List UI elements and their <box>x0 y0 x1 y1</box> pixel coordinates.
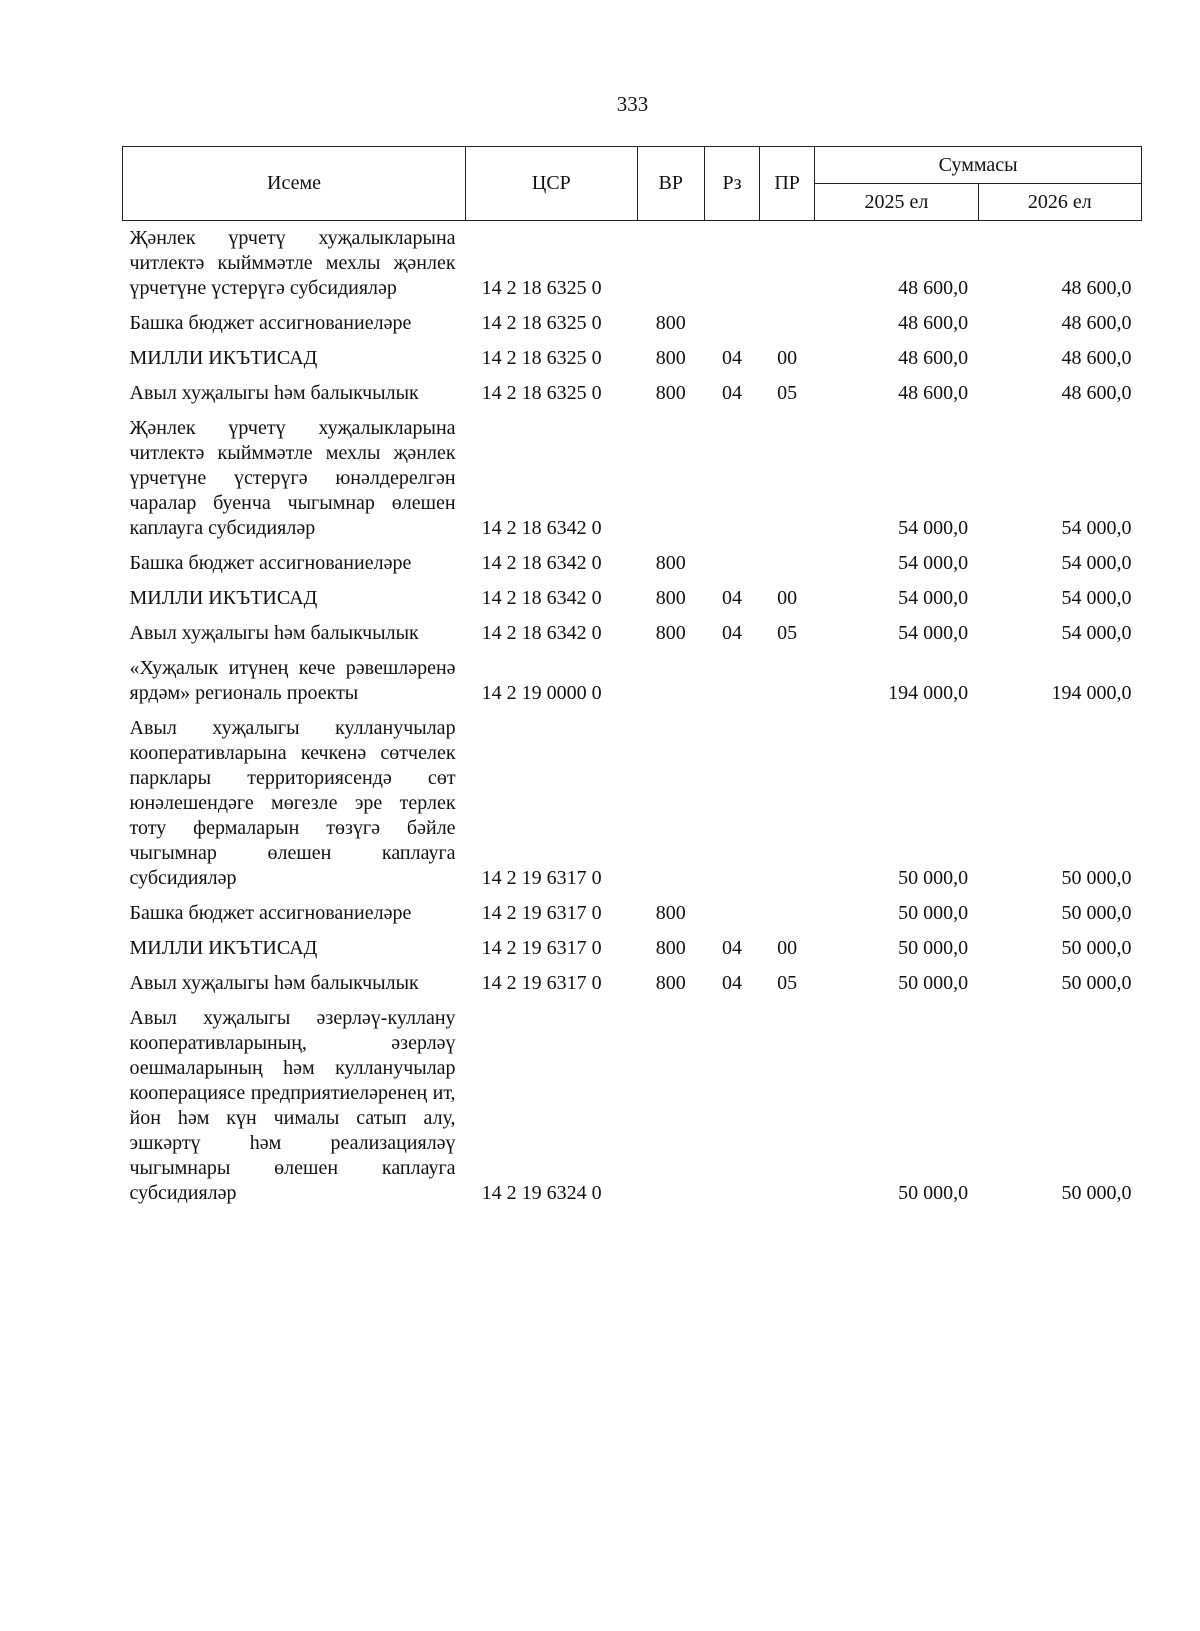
cell-s2025: 50 000,0 <box>898 902 969 924</box>
cell-pr: 05 <box>777 382 798 404</box>
table-row <box>123 931 1142 966</box>
cell-s2025: 50 000,0 <box>898 867 969 889</box>
cell-pr <box>760 306 815 341</box>
cell-rz <box>704 1001 759 1211</box>
cell-s2025: 54 000,0 <box>898 622 969 644</box>
cell-name: Башка бюджет ассигнованиеләре <box>129 312 412 334</box>
cell-name: Авыл хуҗалыгы әзерләү-куллану кооперативларының, әзерләү оешмаларының һәм кулланучылар кооперациясе предприятиеләренең ит, йон һәм күн чималы сатып алу, эшкәртү һәм реализацияләү чыгымнары өлешен каплауга субсидияләр <box>129 1007 456 1204</box>
cell-vr: 800 <box>655 552 686 574</box>
cell-vr: 800 <box>655 347 686 369</box>
cell-s2026: 194 000,0 <box>1051 682 1132 704</box>
cell-vr <box>637 221 704 307</box>
cell-pr: 05 <box>777 622 798 644</box>
table-row <box>123 546 1142 581</box>
cell-pr: 00 <box>777 347 798 369</box>
header-year-2025: 2025 ел <box>815 184 978 221</box>
table-row <box>123 711 1142 896</box>
cell-name: МИЛЛИ ИКЪТИСАД <box>129 347 318 369</box>
cell-pr <box>760 546 815 581</box>
cell-s2025: 54 000,0 <box>898 552 969 574</box>
cell-rz <box>704 896 759 931</box>
cell-s2026: 48 600,0 <box>1061 382 1132 404</box>
cell-vr <box>637 1001 704 1211</box>
cell-pr: 00 <box>777 937 798 959</box>
cell-pr <box>760 896 815 931</box>
cell-csr: 14 2 19 6317 0 <box>481 972 602 994</box>
cell-s2025: 50 000,0 <box>898 937 969 959</box>
cell-s2026: 48 600,0 <box>1061 277 1132 299</box>
cell-pr <box>760 651 815 711</box>
cell-pr <box>760 221 815 307</box>
cell-s2026: 50 000,0 <box>1061 1182 1132 1204</box>
table-row <box>123 306 1142 341</box>
cell-csr: 14 2 18 6342 0 <box>481 587 602 609</box>
cell-csr: 14 2 18 6325 0 <box>481 312 602 334</box>
cell-s2025: 48 600,0 <box>898 347 969 369</box>
cell-s2025: 54 000,0 <box>898 517 969 539</box>
cell-s2026: 54 000,0 <box>1061 587 1132 609</box>
cell-rz <box>704 221 759 307</box>
cell-vr: 800 <box>655 587 686 609</box>
cell-s2026: 50 000,0 <box>1061 937 1132 959</box>
cell-vr: 800 <box>655 622 686 644</box>
cell-vr <box>637 651 704 711</box>
cell-rz: 04 <box>722 937 743 959</box>
cell-name: МИЛЛИ ИКЪТИСАД <box>129 937 318 959</box>
cell-name: Башка бюджет ассигнованиеләре <box>129 552 412 574</box>
page-number: 333 <box>616 92 649 116</box>
cell-vr: 800 <box>655 382 686 404</box>
cell-pr: 05 <box>777 972 798 994</box>
cell-pr: 00 <box>777 587 798 609</box>
cell-s2026: 48 600,0 <box>1061 347 1132 369</box>
header-sum: Суммасы <box>815 147 1142 184</box>
cell-s2026: 54 000,0 <box>1061 517 1132 539</box>
cell-pr <box>760 711 815 896</box>
cell-s2026: 48 600,0 <box>1061 312 1132 334</box>
cell-csr: 14 2 19 6317 0 <box>481 937 602 959</box>
cell-rz <box>704 546 759 581</box>
header-pr: ПР <box>760 147 815 221</box>
cell-pr <box>760 411 815 546</box>
table-row <box>123 651 1142 711</box>
cell-csr: 14 2 18 6342 0 <box>481 552 602 574</box>
cell-pr <box>760 1001 815 1211</box>
cell-s2025: 54 000,0 <box>898 587 969 609</box>
cell-s2026: 50 000,0 <box>1061 902 1132 924</box>
table-row <box>123 341 1142 376</box>
cell-name: Авыл хуҗалыгы кулланучылар кооперативларына кечкенә сөтчелек парклары территориясендә сөт юнәлешендәге мөгезле эре терлек тоту фермаларын төзүгә бәйле чыгымнар өлешен каплауга субсидияләр <box>129 717 456 889</box>
cell-s2025: 48 600,0 <box>898 382 969 404</box>
cell-vr: 800 <box>655 937 686 959</box>
cell-vr: 800 <box>655 972 686 994</box>
cell-csr: 14 2 19 6324 0 <box>481 1182 602 1204</box>
header-vr: ВР <box>637 147 704 221</box>
cell-rz <box>704 651 759 711</box>
table-row <box>123 221 1142 307</box>
cell-vr: 800 <box>655 312 686 334</box>
cell-rz <box>704 411 759 546</box>
header-csr: ЦСР <box>466 147 638 221</box>
table-row <box>123 616 1142 651</box>
cell-rz: 04 <box>722 972 743 994</box>
table-row <box>123 411 1142 546</box>
cell-csr: 14 2 18 6325 0 <box>481 277 602 299</box>
cell-name: Авыл хуҗалыгы һәм балыкчылык <box>129 972 419 994</box>
header-name: Исеме <box>123 147 466 221</box>
cell-rz: 04 <box>722 587 743 609</box>
cell-name: «Хуҗалык итүнең кече рәвешләренә ярдәм» региональ проекты <box>129 657 456 704</box>
cell-name: Авыл хуҗалыгы һәм балыкчылык <box>129 382 419 404</box>
cell-rz: 04 <box>722 347 743 369</box>
cell-rz: 04 <box>722 622 743 644</box>
cell-csr: 14 2 18 6325 0 <box>481 382 602 404</box>
cell-s2025: 48 600,0 <box>898 277 969 299</box>
cell-vr <box>637 411 704 546</box>
cell-s2026: 50 000,0 <box>1061 972 1132 994</box>
cell-s2025: 50 000,0 <box>898 972 969 994</box>
cell-rz <box>704 306 759 341</box>
cell-csr: 14 2 18 6342 0 <box>481 517 602 539</box>
table-row <box>123 966 1142 1001</box>
cell-s2026: 54 000,0 <box>1061 552 1132 574</box>
cell-rz: 04 <box>722 382 743 404</box>
table-row <box>123 1001 1142 1211</box>
cell-csr: 14 2 19 6317 0 <box>481 902 602 924</box>
budget-table <box>122 146 1142 1211</box>
cell-name: Авыл хуҗалыгы һәм балыкчылык <box>129 622 419 644</box>
cell-name: Башка бюджет ассигнованиеләре <box>129 902 412 924</box>
cell-rz <box>704 711 759 896</box>
cell-name: Җәнлек үрчетү хуҗалыкларына читлектә кыйммәтле мехлы җәнлек үрчетүне үстерүгә субсидияләр <box>129 227 456 299</box>
table-header <box>123 147 1142 221</box>
cell-vr <box>637 711 704 896</box>
cell-name: МИЛЛИ ИКЪТИСАД <box>129 587 318 609</box>
header-rz: Рз <box>704 147 759 221</box>
table-row <box>123 896 1142 931</box>
cell-s2026: 54 000,0 <box>1061 622 1132 644</box>
cell-s2025: 194 000,0 <box>888 682 969 704</box>
header-year-2026: 2026 ел <box>978 184 1141 221</box>
cell-s2026: 50 000,0 <box>1061 867 1132 889</box>
table-body <box>123 221 1142 1212</box>
cell-s2025: 48 600,0 <box>898 312 969 334</box>
cell-csr: 14 2 18 6325 0 <box>481 347 602 369</box>
cell-s2025: 50 000,0 <box>898 1182 969 1204</box>
table-row <box>123 376 1142 411</box>
cell-csr: 14 2 19 6317 0 <box>481 867 602 889</box>
cell-csr: 14 2 18 6342 0 <box>481 622 602 644</box>
cell-vr: 800 <box>655 902 686 924</box>
table-row <box>123 581 1142 616</box>
cell-csr: 14 2 19 0000 0 <box>481 682 602 704</box>
cell-name: Җәнлек үрчетү хуҗалыкларына читлектә кыйммәтле мехлы җәнлек үрчетүне үстерүгә юнәлдерелгән чаралар буенча чыгымнар өлешен каплауга субсидияләр <box>129 417 456 539</box>
